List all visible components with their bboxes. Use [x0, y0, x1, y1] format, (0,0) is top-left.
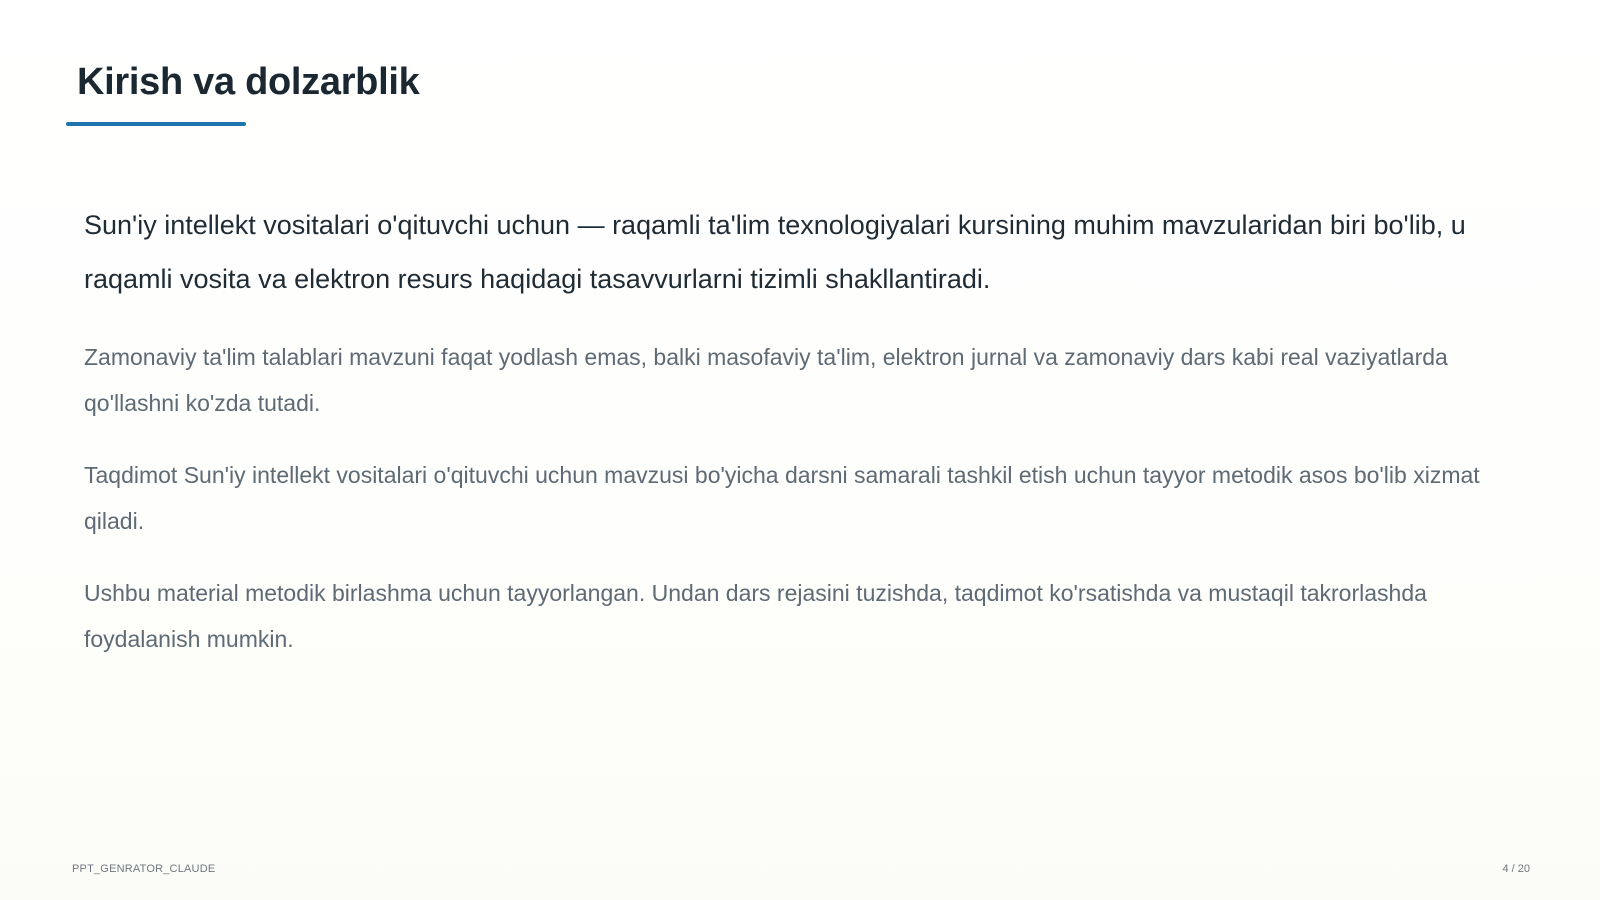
- slide-title: Kirish va dolzarblik: [77, 61, 420, 103]
- title-underline: [66, 122, 246, 126]
- slide-content: [84, 198, 1484, 688]
- body-paragraph: Zamonaviy ta'lim talablari mavzuni faqat yodlash emas, balki masofaviy ta'lim, elektron jurnal va zamonaviy dars kabi real vaziyatlarda qo'llashni ko'zda tutadi.: [84, 344, 1448, 416]
- footer-source-label: PPT_GENRATOR_CLAUDE: [72, 863, 216, 875]
- body-paragraph: Ushbu material metodik birlashma uchun tayyorlangan. Undan dars rejasini tuzishda, taqdimot ko'rsatishda va mustaqil takrorlashda foydalanish mumkin.: [84, 580, 1427, 652]
- lead-paragraph: Sun'iy intellekt vositalari o'qituvchi uchun — raqamli ta'lim texnologiyalari kursining muhim mavzularidan biri bo'lib, u raqamli vosita va elektron resurs haqidagi tasavvurlarni tizimli shakllantiradi.: [84, 210, 1466, 294]
- body-paragraph: Taqdimot Sun'iy intellekt vositalari o'qituvchi uchun mavzusi bo'yicha darsni samarali tashkil etish uchun tayyor metodik asos bo'lib xizmat qiladi.: [84, 462, 1480, 534]
- page-number: 4 / 20: [1502, 863, 1530, 875]
